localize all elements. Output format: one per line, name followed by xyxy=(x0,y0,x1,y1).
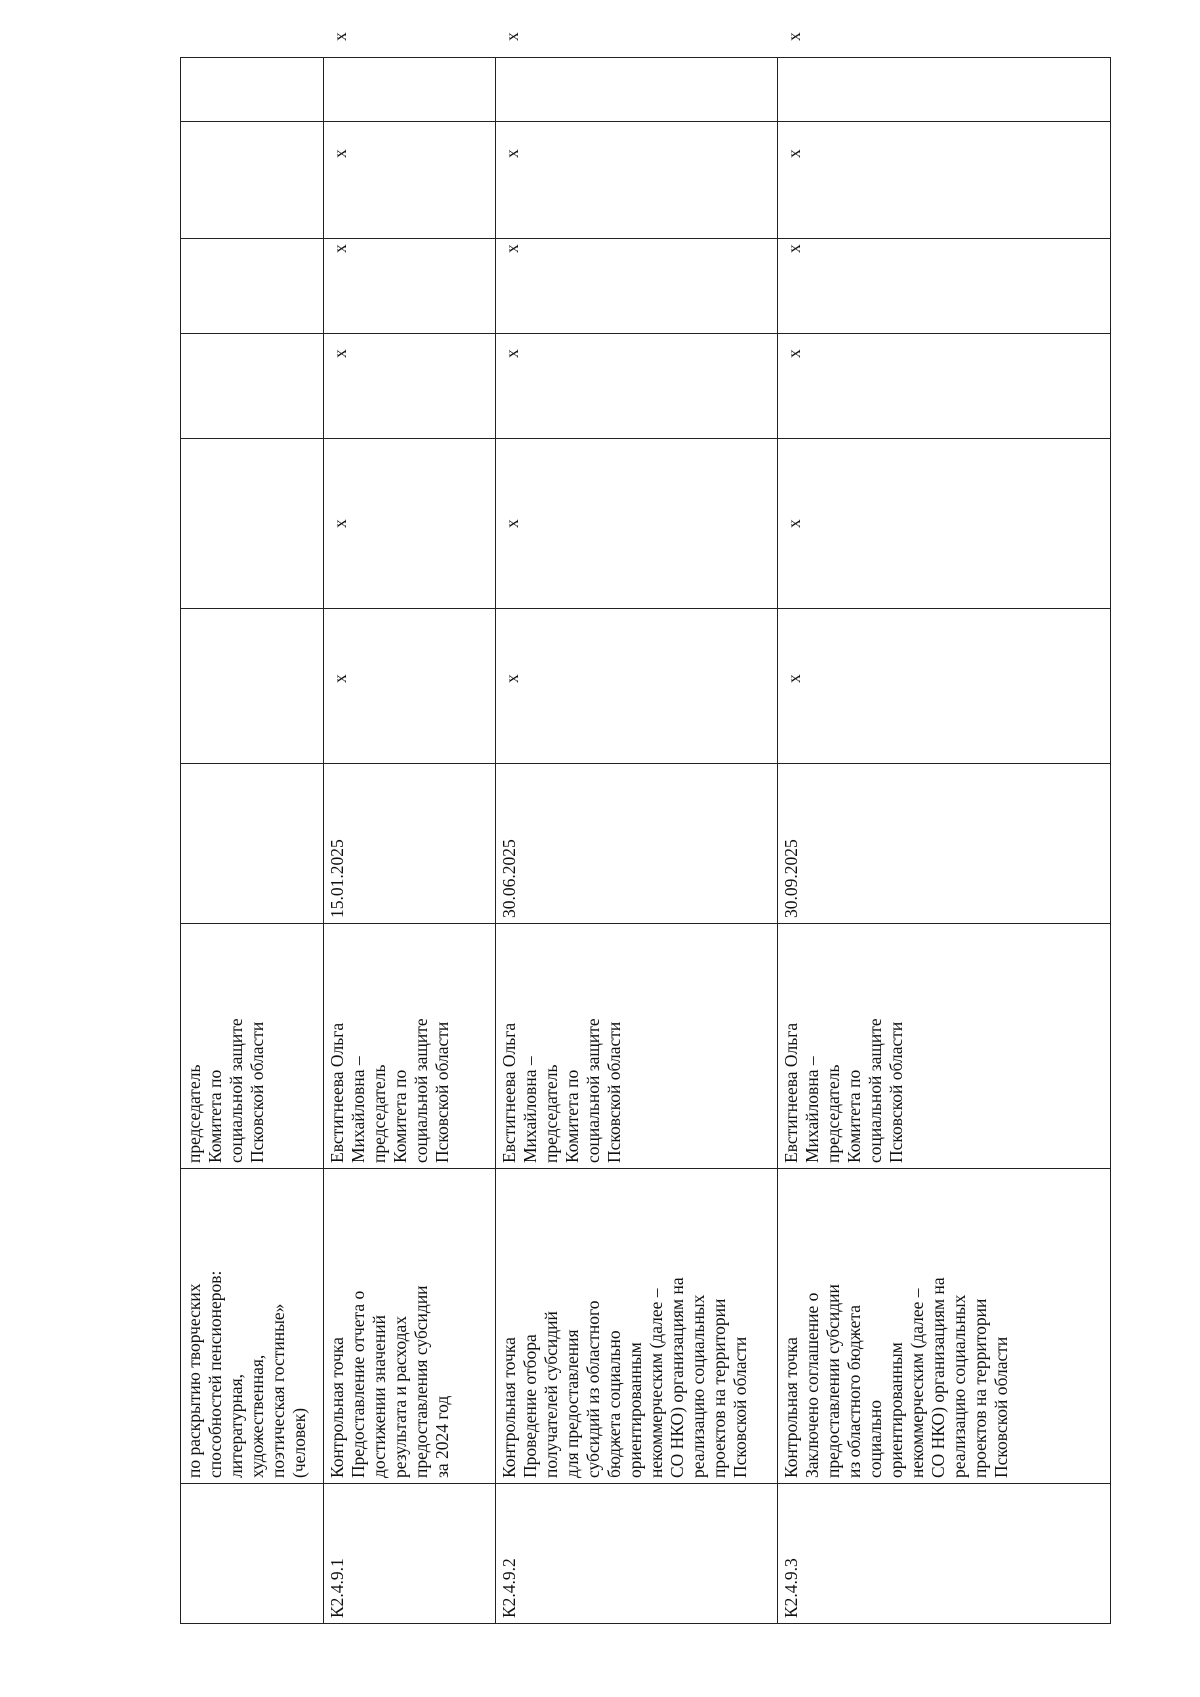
row-responsible-line: Псковской области xyxy=(886,1021,906,1163)
row-name-line: бюджета социально xyxy=(604,1330,624,1478)
row-responsible-line: Комитета по xyxy=(205,1069,225,1163)
row-code: К2.4.9.3 xyxy=(778,1484,1111,1624)
row-mark: x xyxy=(496,609,778,764)
row-mark: x xyxy=(496,58,778,122)
row-name-line: реализацию социальных xyxy=(688,1294,708,1478)
row-name-line: за 2024 год xyxy=(432,1395,452,1478)
row-mark: x xyxy=(496,439,778,609)
row-date xyxy=(181,764,324,924)
row-name-line: для предоставления xyxy=(562,1329,582,1478)
row-name-line: проектов на территории xyxy=(970,1298,990,1478)
row-responsible-line: социальной защите xyxy=(411,1018,431,1163)
table-row xyxy=(324,58,496,1624)
row-name-line: предоставления субсидии xyxy=(411,1285,431,1478)
table-body xyxy=(181,32,1111,1624)
row-date: 15.01.2025 xyxy=(324,764,496,924)
row-responsible-line: председатель xyxy=(823,1064,843,1163)
row-responsible-line: Евстигнеева Ольга xyxy=(499,1022,519,1163)
row-responsible xyxy=(496,924,778,1169)
row-mark: x xyxy=(496,334,778,439)
row-responsible-line: Михайловна – xyxy=(802,1056,822,1163)
row-responsible-line: Псковской области xyxy=(432,1021,452,1163)
plan-table xyxy=(180,32,1111,1624)
row-name-line: ориентированным xyxy=(625,1342,645,1478)
row-name-line: достижении значений xyxy=(369,1315,389,1478)
row-mark: x xyxy=(324,334,496,439)
row-name-line: результата и расходах xyxy=(390,1315,410,1478)
row-name-line: Заключено соглашение о xyxy=(802,1292,822,1478)
row-date: 30.09.2025 xyxy=(778,764,1111,924)
row-responsible xyxy=(181,924,324,1169)
row-code: К2.4.9.1 xyxy=(324,1484,496,1624)
row-mark xyxy=(181,334,324,439)
row-name-line: способностей пенсионеров: xyxy=(205,1270,225,1478)
row-mark: x xyxy=(324,609,496,764)
row-responsible-line: Евстигнеева Ольга xyxy=(781,1022,801,1163)
table-row xyxy=(181,58,324,1624)
row-responsible-line: Комитета по xyxy=(844,1069,864,1163)
row-name xyxy=(778,1169,1111,1484)
row-code: К2.4.9.2 xyxy=(496,1484,778,1624)
row-mark xyxy=(181,439,324,609)
row-name-line: Предоставление отчета о xyxy=(348,1290,368,1478)
row-name-line: ориентированным xyxy=(886,1342,906,1478)
row-mark xyxy=(181,58,324,122)
row-responsible-line: председатель xyxy=(541,1064,561,1163)
row-mark: x xyxy=(778,122,1111,239)
row-name-line: по раскрытию творческих xyxy=(184,1283,204,1478)
row-name-line: социально xyxy=(865,1400,885,1478)
row-responsible-line: социальной защите xyxy=(865,1018,885,1163)
row-date: 30.06.2025 xyxy=(496,764,778,924)
row-name-line: (человек) xyxy=(289,1407,309,1478)
table-row xyxy=(496,58,778,1624)
row-name-line: Контрольная точка xyxy=(327,1337,347,1478)
row-name-line: получателей субсидий xyxy=(541,1311,561,1478)
row-name-line: предоставлении субсидии xyxy=(823,1284,843,1478)
row-name-line: проектов на территории xyxy=(709,1298,729,1478)
row-responsible-line: социальной защите xyxy=(226,1018,246,1163)
row-mark xyxy=(181,122,324,239)
row-name-line: Контрольная точка xyxy=(499,1337,519,1478)
row-mark: x xyxy=(324,122,496,239)
row-responsible xyxy=(778,924,1111,1169)
row-responsible-line: председатель xyxy=(184,1064,204,1163)
row-mark: x xyxy=(778,609,1111,764)
row-name-line: Проведение отбора xyxy=(520,1334,540,1478)
row-responsible-line: Евстигнеева Ольга xyxy=(327,1022,347,1163)
row-mark: x xyxy=(324,439,496,609)
row-mark: x xyxy=(496,122,778,239)
row-responsible-line: Комитета по xyxy=(562,1069,582,1163)
row-name-line: СО НКО) организациям на xyxy=(667,1277,687,1478)
row-responsible-line: председатель xyxy=(369,1064,389,1163)
row-name-line: поэтическая гостиные» xyxy=(268,1303,288,1478)
row-responsible-line: Псковской области xyxy=(604,1021,624,1163)
row-responsible-line: Комитета по xyxy=(390,1069,410,1163)
table-row xyxy=(778,58,1111,1624)
row-name-line: литературная, xyxy=(226,1373,246,1478)
row-name-line: Псковской области xyxy=(991,1336,1011,1478)
row-name-line: из областного бюджета xyxy=(844,1304,864,1478)
row-name-line: художественная, xyxy=(247,1354,267,1478)
row-name-line: некоммерческим (далее – xyxy=(907,1288,927,1478)
row-name-line: СО НКО) организациям на xyxy=(928,1277,948,1478)
row-name-line: Псковской области xyxy=(730,1336,750,1478)
row-responsible-line: Псковской области xyxy=(247,1021,267,1163)
row-mark: x xyxy=(778,58,1111,122)
row-code xyxy=(181,1484,324,1624)
row-name-line: Контрольная точка xyxy=(781,1337,801,1478)
row-mark: x xyxy=(324,239,496,334)
row-name xyxy=(496,1169,778,1484)
row-responsible-line: Михайловна – xyxy=(348,1056,368,1163)
row-name-line: реализацию социальных xyxy=(949,1294,969,1478)
row-responsible-line: социальной защите xyxy=(583,1018,603,1163)
row-responsible xyxy=(324,924,496,1169)
row-mark: x xyxy=(496,239,778,334)
row-mark xyxy=(181,239,324,334)
row-mark: x xyxy=(778,439,1111,609)
row-responsible-line: Михайловна – xyxy=(520,1056,540,1163)
row-name xyxy=(181,1169,324,1484)
row-mark: x xyxy=(778,334,1111,439)
row-mark: x xyxy=(324,58,496,122)
row-name-line: субсидий из областного xyxy=(583,1300,603,1478)
row-mark: x xyxy=(778,239,1111,334)
row-name xyxy=(324,1169,496,1484)
row-mark xyxy=(181,609,324,764)
row-name-line: некоммерческим (далее – xyxy=(646,1288,666,1478)
rotated-page xyxy=(180,32,1110,1624)
